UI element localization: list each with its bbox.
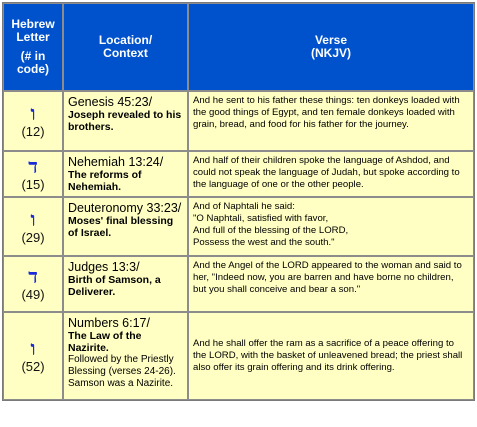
- letter-code: (15): [21, 177, 45, 192]
- hebrew-letter-dalet: ד: [28, 154, 38, 178]
- hebrew-letter-vav: ו: [30, 206, 36, 231]
- verse-cell: [188, 91, 474, 151]
- letter-code: (29): [21, 229, 45, 245]
- verse-text: And the Angel of the LORD appeared to the woman and said to her, "Indeed now, you are barren and have borne no children, but you shall conceive and bear a son.": [193, 260, 462, 295]
- letter-code: (49): [21, 287, 45, 302]
- table-row: [3, 312, 474, 400]
- hebrew-letter-dalet: ד: [28, 264, 38, 288]
- location-cell: [63, 256, 188, 312]
- table-row: [3, 151, 474, 197]
- header-verse-line1: Verse: [314, 33, 348, 47]
- location-cell: [63, 91, 188, 151]
- location-context: The reforms of Nehemiah.: [68, 169, 142, 193]
- header-letter-line1: Hebrew: [11, 17, 55, 31]
- header-verse-line2: (NKJV): [310, 46, 351, 60]
- location-cell: [63, 151, 188, 197]
- header-letter-line4: code): [16, 62, 49, 76]
- verse-text: And half of their children spoke the language of Ashdod, and could not speak the language of Judah, but spoke according to the language of one or the other people.: [193, 155, 460, 190]
- header-letter-line3: (# in: [20, 49, 46, 63]
- verse-cell: [188, 197, 474, 256]
- location-reference: Genesis 45:23/: [68, 95, 153, 109]
- verse-line: "O Naphtali, satisfied with favor,: [193, 213, 329, 224]
- location-context: Moses' final blessing of Israel.: [68, 215, 174, 239]
- letter-cell: [3, 91, 63, 151]
- header-location-line2: Context: [103, 46, 148, 60]
- location-cell: [63, 197, 188, 256]
- letter-cell: [3, 312, 63, 400]
- verse-table-container: [2, 2, 475, 401]
- verse-cell: [188, 312, 474, 400]
- letter-cell: [3, 197, 63, 256]
- table-row: [3, 91, 474, 151]
- verse-cell: [188, 151, 474, 197]
- verse-text: And he sent to his father these things: ten donkeys loaded with the good things of Egypt, and ten female donkeys loaded with grain, bread, and food for his father for the journey.: [193, 95, 460, 130]
- letter-code: (12): [21, 124, 45, 139]
- header-verse: [188, 3, 474, 91]
- header-location-line1: Location/: [98, 33, 153, 47]
- location-reference: Numbers 6:17/: [68, 316, 150, 330]
- location-context: Joseph revealed to his brothers.: [68, 109, 182, 133]
- location-reference: Judges 13:3/: [68, 260, 140, 274]
- location-reference: Nehemiah 13:24/: [68, 155, 164, 169]
- header-location-context: [63, 3, 188, 91]
- header-hebrew-letter: [3, 3, 63, 91]
- hebrew-letter-vav: ו: [30, 101, 36, 125]
- location-context: The Law of the Nazirite.: [68, 330, 142, 354]
- letter-cell: [3, 151, 63, 197]
- hebrew-letter-vav: ו: [30, 336, 36, 360]
- location-reference: Deuteronomy 33:23/: [68, 201, 182, 215]
- table-header-row: [3, 3, 474, 91]
- verse-text: And he shall offer the ram as a sacrifice of a peace offering to the LORD, with the basket of unleavened bread; the priest shall also offer its grain offering and its drink offering.: [193, 338, 463, 373]
- letter-code: (52): [21, 359, 45, 374]
- letter-cell: [3, 256, 63, 312]
- table-row: [3, 256, 474, 312]
- location-cell: [63, 312, 188, 400]
- table-row: [3, 197, 474, 256]
- header-letter-line2: Letter: [16, 30, 50, 44]
- verse-cell: [188, 256, 474, 312]
- verse-line: And of Naphtali he said:: [193, 201, 295, 212]
- location-note: Followed by the Priestly Blessing (verses 24-26). Samson was a Nazirite.: [68, 354, 176, 389]
- verse-line: Possess the west and the south.": [193, 237, 335, 248]
- location-context: Birth of Samson, a Deliverer.: [68, 274, 161, 298]
- hebrew-letter-verse-table: [2, 2, 475, 401]
- verse-line: And full of the blessing of the LORD,: [193, 225, 349, 236]
